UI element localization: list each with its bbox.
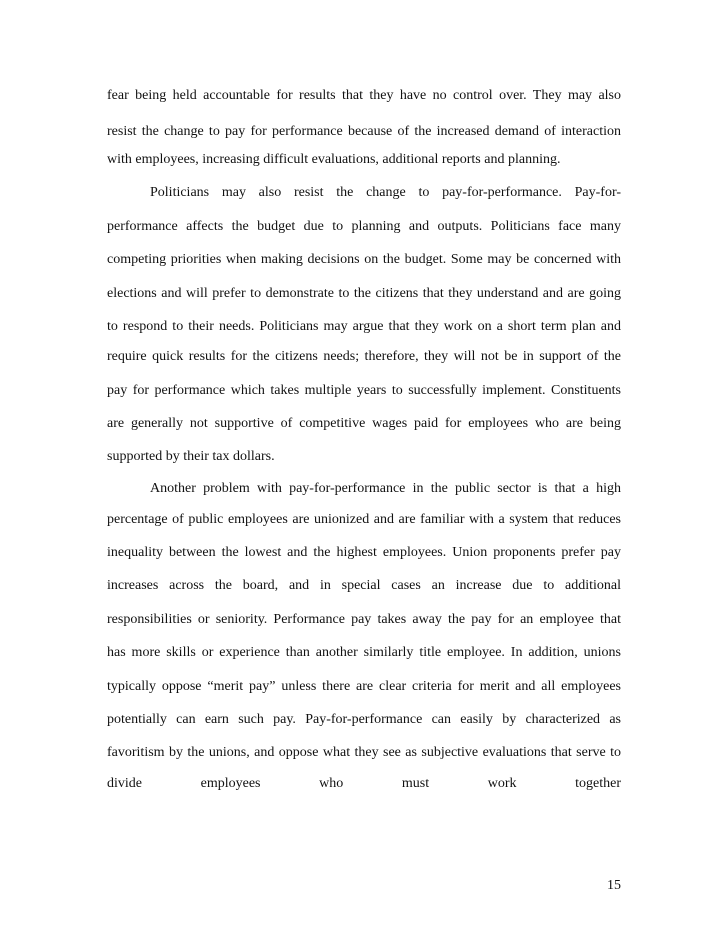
text-line: has more skills or experience than another similarly title employee. In addition, unions	[107, 645, 621, 660]
text-line: typically oppose “merit pay” unless there are clear criteria for merit and all employees	[107, 679, 621, 694]
text-line: increases across the board, and in special cases an increase due to additional	[107, 578, 621, 593]
text-line: are generally not supportive of competitive wages paid for employees who are being	[107, 416, 621, 431]
text-line: favoritism by the unions, and oppose what they see as subjective evaluations that serve to	[107, 745, 621, 760]
paragraph-first-line: Another problem with pay-for-performance in the public sector is that a high	[150, 481, 621, 496]
text-line: with employees, increasing difficult evaluations, additional reports and planning.	[107, 152, 561, 167]
text-line: divide employees who must work together	[107, 776, 621, 791]
text-line: responsibilities or seniority. Performance pay takes away the pay for an employee that	[107, 612, 621, 627]
text-line: require quick results for the citizens needs; therefore, they will not be in support of the	[107, 349, 621, 364]
text-line: potentially can earn such pay. Pay-for-performance can easily by characterized as	[107, 712, 621, 727]
page-number: 15	[607, 878, 621, 893]
text-line: performance affects the budget due to planning and outputs. Politicians face many	[107, 219, 621, 234]
text-line: fear being held accountable for results that they have no control over. They may also	[107, 88, 621, 103]
text-line: resist the change to pay for performance because of the increased demand of interaction	[107, 124, 621, 139]
text-line: percentage of public employees are unionized and are familiar with a system that reduces	[107, 512, 621, 527]
text-line: pay for performance which takes multiple years to successfully implement. Constituents	[107, 383, 621, 398]
paragraph-first-line: Politicians may also resist the change to pay-for-performance. Pay-for-	[150, 185, 621, 200]
text-line: elections and will prefer to demonstrate to the citizens that they understand and are going	[107, 286, 621, 301]
text-line: supported by their tax dollars.	[107, 449, 275, 464]
text-line: competing priorities when making decisions on the budget. Some may be concerned with	[107, 252, 621, 267]
text-line: inequality between the lowest and the highest employees. Union proponents prefer pay	[107, 545, 621, 560]
text-line: to respond to their needs. Politicians may argue that they work on a short term plan and	[107, 319, 621, 334]
